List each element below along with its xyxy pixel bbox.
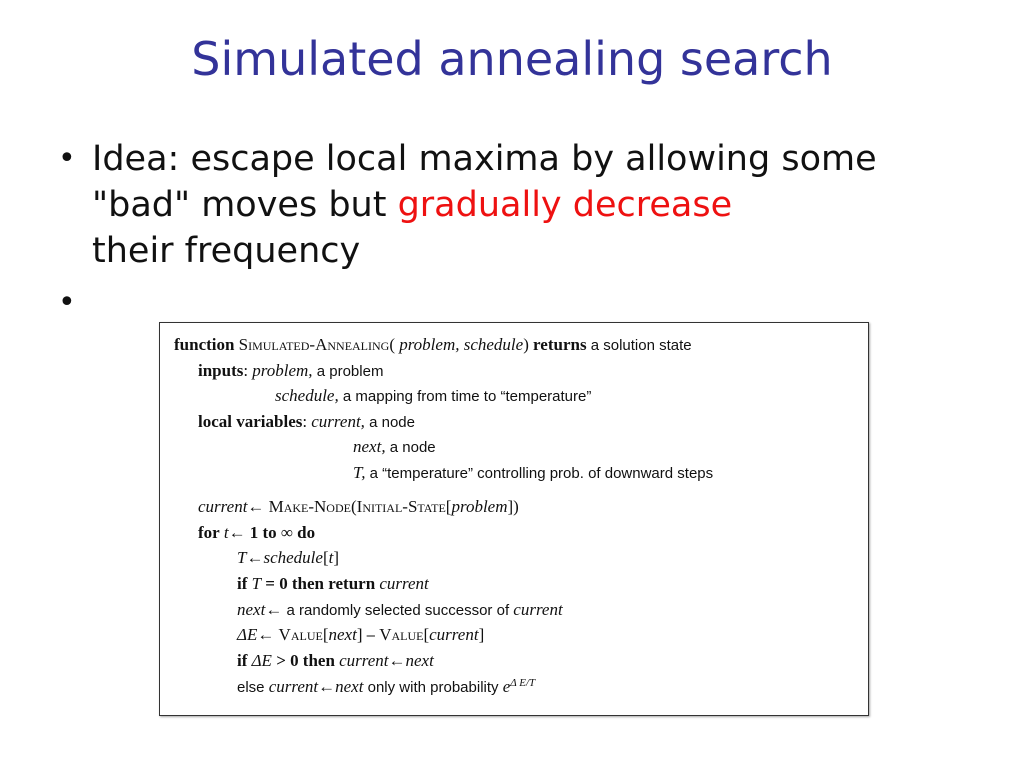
keyword-for: for [198,523,220,542]
keyword-function: function [174,335,235,354]
keyword-then: then [302,651,335,670]
keyword-else: else [237,679,265,696]
var-problem: problem, [252,361,313,380]
paren-close: ) [523,335,529,354]
colon: : [243,361,249,380]
bullet-item-empty [58,280,978,320]
minus-sign: – [366,627,376,644]
var-desc: a “temperature” controlling prob. of downward steps [369,465,714,482]
algorithm-pseudocode-box [159,322,869,716]
var-temperature: T, [353,463,366,482]
keyword-do: do [297,523,316,542]
var-t: t [223,523,229,542]
algo-line-6 [353,463,713,483]
var-current: current [513,600,563,619]
paren-open: ( [389,335,396,354]
fn-initial-state: Initial-State [356,497,446,516]
bullet-text-end: their frequency [92,231,361,271]
exp-power: Δ E/T [510,677,536,689]
bracket-close: ]) [507,497,519,516]
probability-desc: only with probability [367,679,499,696]
arg-next: next [328,625,357,644]
assign-arrow: ← [228,523,246,542]
var-temperature: T [251,574,262,593]
arg-t: t [328,548,334,567]
algo-line-5 [353,437,436,457]
assign-arrow: ← [247,497,265,516]
slide-title: Simulated annealing search [191,32,833,86]
greater-than-zero: > 0 [271,651,299,670]
var-next: next [335,677,364,696]
keyword-to: to [262,523,277,542]
var-next: next [405,651,434,670]
var-next: next [237,600,266,619]
arg-problem: problem [451,497,508,516]
assign-arrow: ← [265,600,283,619]
var-current: current [339,651,389,670]
var-desc: a problem [316,363,384,380]
fn-make-node: Make-Node [268,497,351,516]
algo-line-9 [237,548,339,568]
infinity-symbol: ∞ [280,523,293,542]
bracket-open: [ [445,497,452,516]
bullet-list [58,136,978,320]
fn-value: Value [379,625,424,644]
bullet-text: Idea: escape local maxima by allowing some "bad" moves but [92,139,877,225]
keyword-if: if [237,651,248,670]
return-desc: a solution state [590,337,692,354]
fn-value: Value [278,625,323,644]
keyword-inputs: inputs [198,361,244,380]
bullet-dot-icon: • [58,141,76,176]
var-desc: a node [389,439,436,456]
bracket-close: ] [333,548,340,567]
var-current: current [268,677,319,696]
algo-line-7 [198,497,519,517]
bullet-item-idea [58,136,978,274]
bracket-open: [ [322,548,329,567]
var-schedule: schedule, [275,386,339,405]
keyword-returns: returns [533,335,587,354]
algo-line-8 [198,523,315,543]
algo-line-11 [237,600,563,620]
algo-line-3 [275,386,591,406]
paren-open: ( [350,497,357,516]
algo-line-4 [198,412,415,432]
algo-line-12: ΔE← Value[next] – Value[current] [237,625,485,644]
successor-desc: a randomly selected successor of [286,602,510,619]
keyword-local-variables: local variables [198,412,303,431]
fn-schedule: schedule [263,548,323,567]
algo-line-13 [237,651,434,671]
keyword-if: if [237,574,248,593]
equals-zero: = 0 [261,574,288,593]
delta-e: ΔE [237,625,258,644]
algo-line-1 [174,335,692,355]
assign-arrow: ← [246,548,264,567]
var-desc: a node [369,414,415,431]
colon: : [302,412,308,431]
var-current: current [379,574,429,593]
var-temperature: T [237,548,247,567]
arg-current: current [429,625,479,644]
exp-base: e [502,677,511,696]
var-next: next, [353,437,386,456]
function-args: problem, schedule [399,335,524,354]
algo-line-10 [237,574,429,594]
assign-arrow: ← [388,651,406,670]
var-current: current, [311,412,365,431]
function-name: Simulated-Annealing [238,335,390,354]
keyword-then-return: then return [291,574,376,593]
var-desc: a mapping from time to “temperature” [342,388,592,405]
loop-start: 1 [249,523,259,542]
assign-arrow: ← [318,677,336,696]
highlight-text: gradually decrease [397,185,733,225]
algo-line-14 [237,677,535,697]
var-current: current [198,497,248,516]
bullet-dot-icon: • [58,285,76,320]
assign-arrow: ← [257,625,275,644]
delta-e: ΔE [251,651,272,670]
algo-line-2 [198,361,383,381]
